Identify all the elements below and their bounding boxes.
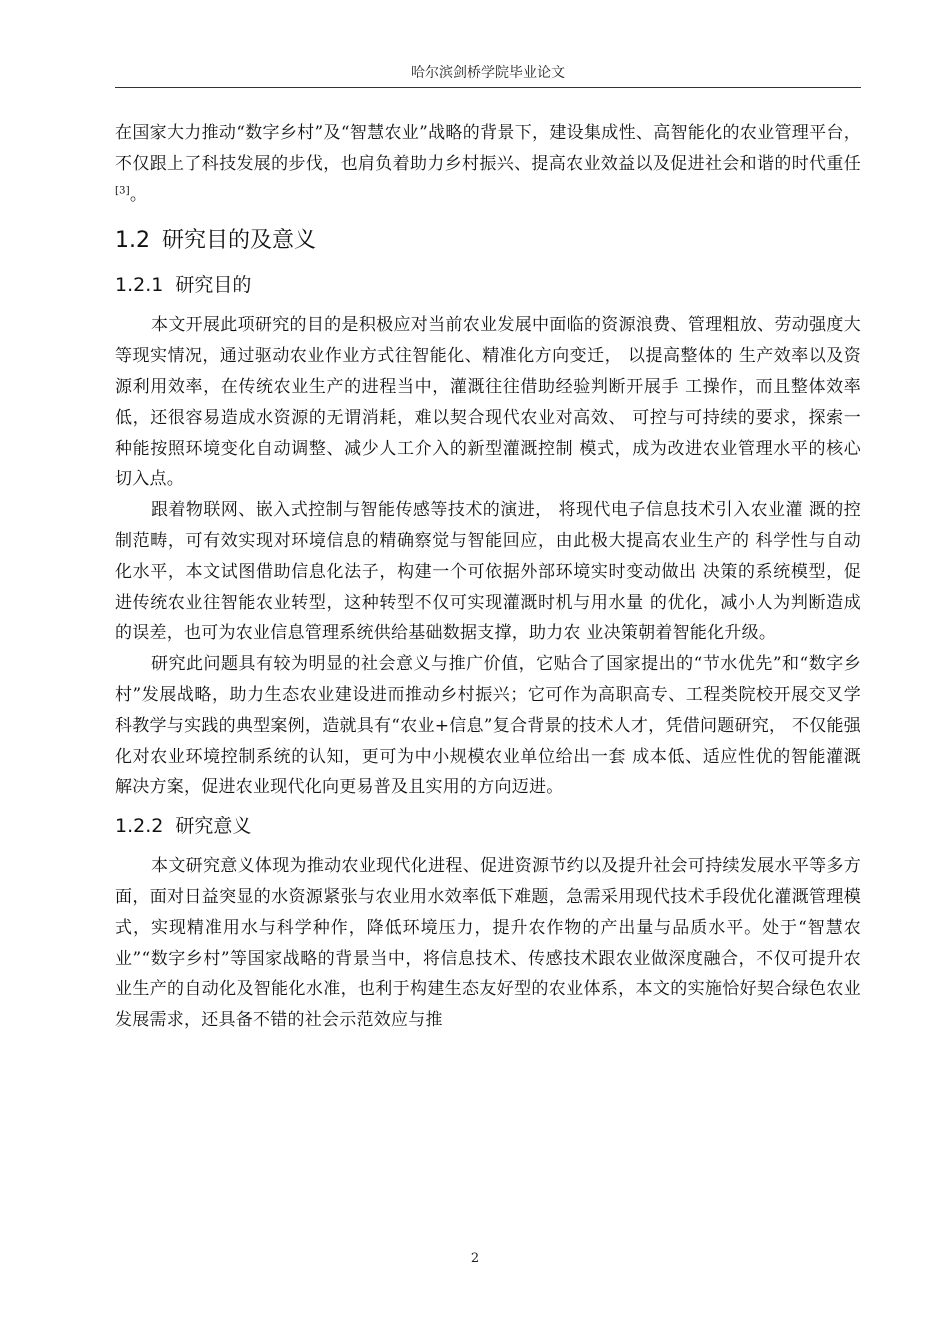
page-body [115, 118, 861, 1036]
running-header: 哈尔滨剑桥学院毕业论文 [411, 65, 565, 81]
intro-paragraph [115, 118, 861, 210]
subsection-heading-1-2-2 [115, 809, 861, 843]
paragraph-significance-1: 本文研究意义体现为推动农业现代化进程、促进资源节约以及提升社会可持续发展水平等多方面，面对日益突显的水资源紧张与农业用水效率低下难题，急需采用现代技术手段优化灌溉管理模式，实现精准用水与科学种作，降低环境压力，提升农作物的产出量与品质水平。处于“智慧农业”“数字乡村”等国家战略的背景当中，将信息技术、传感技术跟农业做深度融合，不仅可提升农业生产的自动化及智能化水准，也利于构建生态友好型的农业体系，本文的实施恰好契合绿色农业发展需求，还具备不错的社会示范效应与推 [115, 856, 861, 1031]
header-rule [115, 87, 861, 88]
subsection-number: 1.2.1 [115, 274, 164, 297]
citation: [3] [115, 184, 130, 196]
section-number: 1.2 [115, 228, 150, 254]
paragraph-purpose-1: 本文开展此项研究的目的是积极应对当前农业发展中面临的资源浪费、管理粗放、劳动强度大等现实情况，通过驱动农业作业方式往智能化、精准化方向变迁， 以提高整体的 生产效率以及资源利用效率，在传统农业生产的进程当中，灌溉往往借助经验判断开展手 工操作，而且整体效率低，还很容易造成水资源的无谓消耗，难以契合现代农业对高效、 可控与可持续的要求，探索一种能按照环境变化自动调整、减少人工介入的新型灌溉控制 模式，成为改进农业管理水平的核心切入点。 [115, 315, 861, 490]
page-number: 2 [470, 1251, 480, 1266]
subsection-title: 研究目的 [175, 274, 252, 297]
paragraph-purpose-3: 研究此问题具有较为明显的社会意义与推广价值，它贴合了国家提出的“节水优先”和“数字乡村”发展战略，助力生态农业建设进而推动乡村振兴；它可作为高职高专、工程类院校开展交叉学科教学与实践的典型案例，造就具有“农业+信息”复合背景的技术人才，凭借问题研究， 不仅能强化对农业环境控制系统的认知，更可为中小规模农业单位给出一套 成本低、适应性优的智能灌溉解决方案，促进农业现代化向更易普及且实用的方向迈进。 [115, 654, 861, 798]
intro-end: 。 [129, 184, 148, 205]
paragraph-purpose-2: 跟着物联网、嵌入式控制与智能传感等技术的演进， 将现代电子信息技术引入农业灌 溉的控制范畴，可有效实现对环境信息的精确察觉与智能回应，由此极大提高农业生产的 科学性与自动化水平，本文试图借助信息化法子，构建一个可依据外部环境实时变动做出 决策的系统模型，促进传统农业往智能农业转型，这种转型不仅可实现灌溉时机与用水量 的优化，减小人为判断造成的误差，也可为农业信息管理系统供给基础数据支撑，助力农 业决策朝着智能化升级。 [115, 500, 861, 644]
subsection-title: 研究意义 [175, 815, 252, 838]
section-heading-1-2 [115, 224, 861, 258]
subsection-number: 1.2.2 [115, 815, 164, 838]
section-title: 研究目的及意义 [162, 228, 317, 254]
intro-text: 在国家大力推动“数字乡村”及“智慧农业”战略的背景下，建设集成性、高智能化的农业管理平台，不仅跟上了科技发展的步伐，也肩负着助力乡村振兴、提高农业效益以及促进社会和谐的时代重任 [115, 123, 861, 174]
subsection-heading-1-2-1 [115, 268, 861, 302]
